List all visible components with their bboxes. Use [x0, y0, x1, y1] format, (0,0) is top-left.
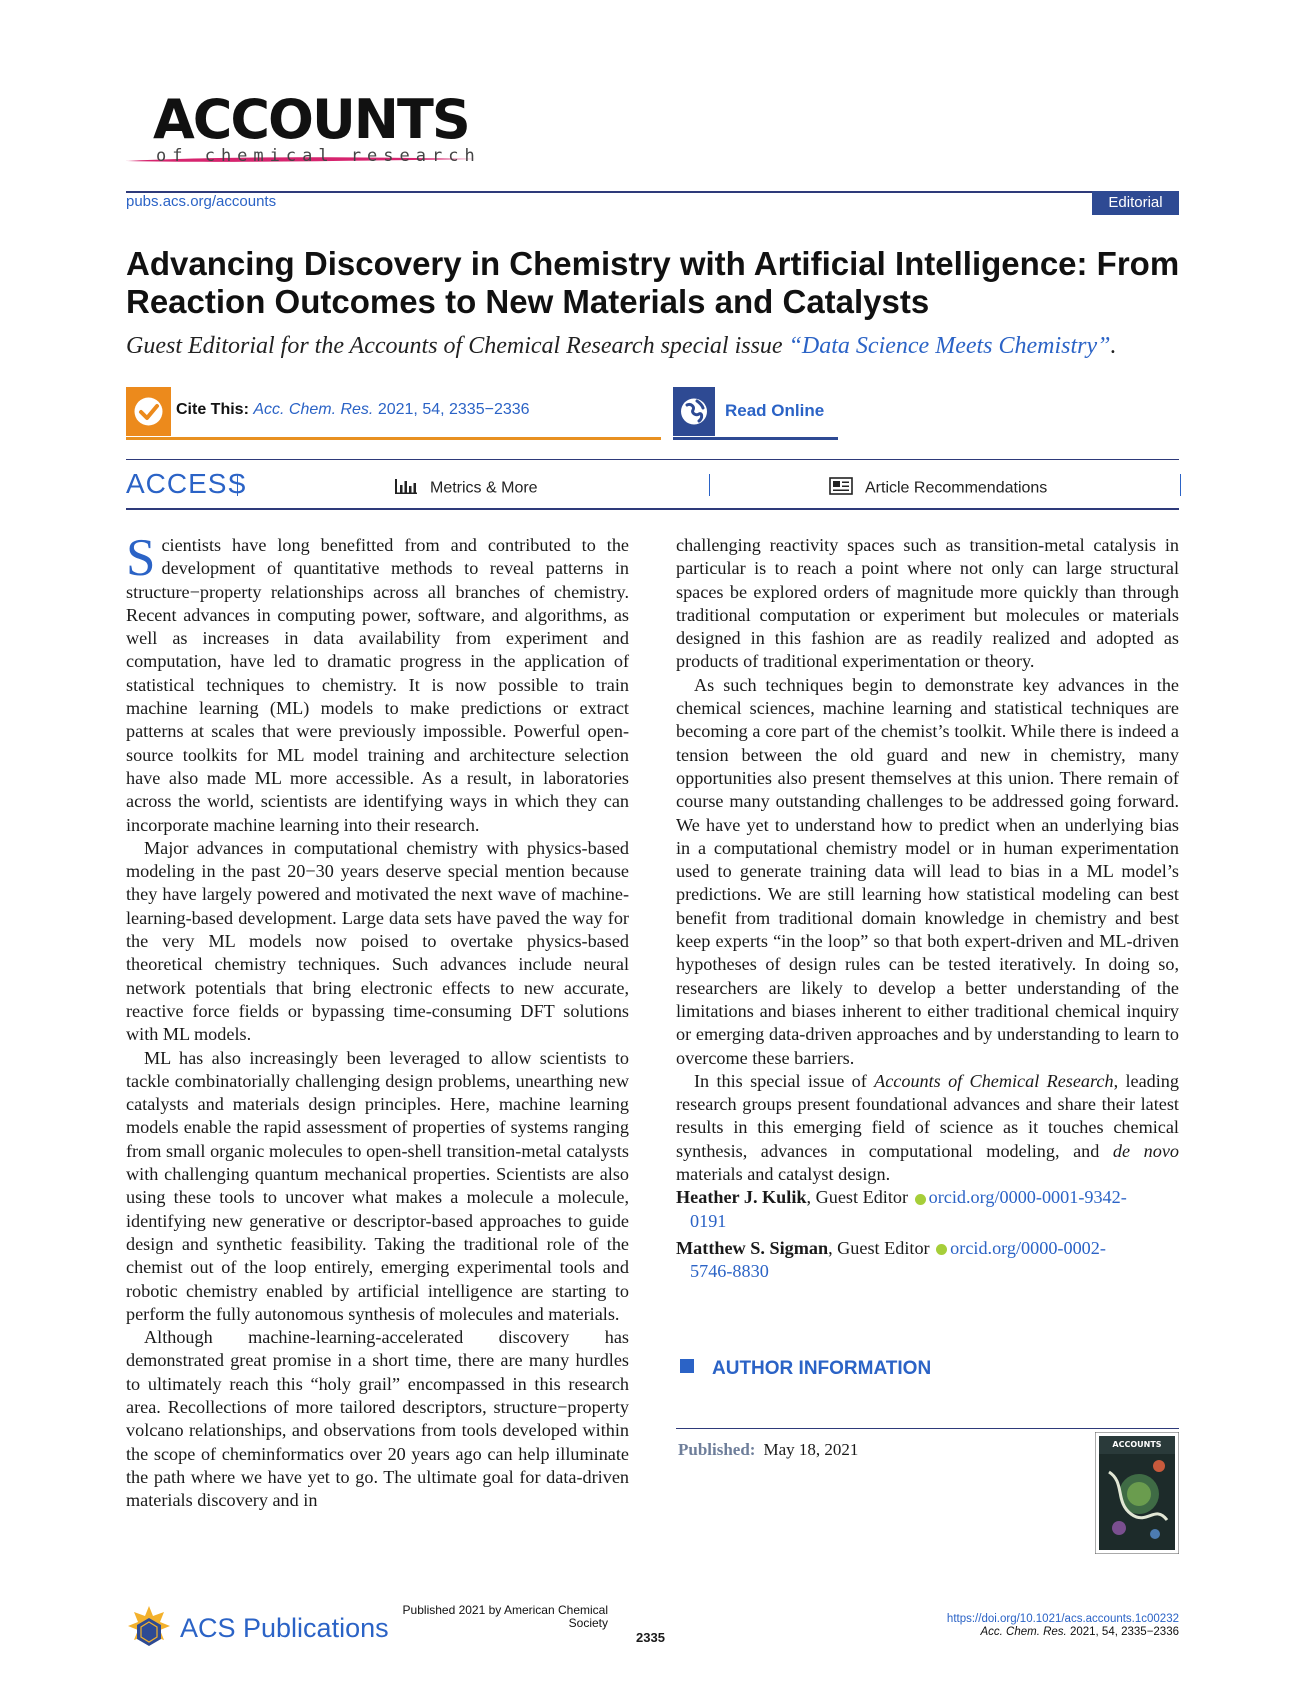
acs-hexagon-icon [126, 1604, 172, 1656]
author-information-heading[interactable] [680, 1358, 931, 1380]
paragraph-text: , leading research groups present foundational advances and share their latest results in this emerging field of science as it touches chemical synthesis, advances in computational modeling, and [676, 1070, 1179, 1161]
paragraph-text: In this special issue of [694, 1070, 875, 1091]
paragraph [126, 529, 629, 837]
doi-block [880, 1613, 1179, 1639]
author-name: Heather J. Kulik [676, 1187, 807, 1208]
section-badge: Editorial [1092, 191, 1179, 215]
de-novo-term: de novo [1112, 1140, 1179, 1161]
page-number: 2335 [636, 1630, 665, 1645]
orcid-link-continued[interactable]: 0191 [690, 1210, 727, 1231]
subtitle-text: Guest Editorial for the Accounts of Chemical Research special issue [126, 333, 789, 359]
access-divider [237, 474, 238, 496]
orcid-icon [936, 1244, 947, 1255]
paragraph [676, 1070, 1179, 1186]
published-rule [676, 1428, 1179, 1429]
acs-publications-logo[interactable] [126, 1604, 406, 1656]
paragraph-text: materials and catalyst design. [676, 1164, 891, 1185]
read-online-label: Read Online [725, 401, 825, 420]
published-label: Published: [678, 1440, 756, 1459]
access-divider [709, 474, 710, 496]
footer-journal: Acc. Chem. Res. [980, 1626, 1067, 1638]
newspaper-icon [829, 477, 853, 500]
publisher-notice [386, 1604, 608, 1630]
globe-icon [673, 387, 715, 436]
orcid-link-continued[interactable]: 5746-8830 [690, 1261, 769, 1282]
section-square-icon [680, 1359, 694, 1373]
special-issue-link[interactable]: “Data Science Meets Chemistry” [788, 333, 1111, 359]
cite-journal[interactable]: Acc. Chem. Res. [253, 401, 374, 418]
journal-name: Accounts of Chemical Research [874, 1070, 1114, 1091]
paragraph: challenging reactivity spaces such as transition-metal catalysis in particular is to reach a point where not only can large structural spaces be explored orders of magnitude more quickly than through traditional computation or experiment but molecules or materials designed in this fashion are as readily realized and adopted as products of traditional experimentation or theory. [676, 535, 1179, 672]
read-online-button[interactable] [673, 387, 838, 440]
published-date [678, 1440, 858, 1460]
guest-editor-entry [676, 1186, 1179, 1233]
published-value: May 18, 2021 [763, 1440, 859, 1459]
body-column-left [126, 529, 629, 1512]
guest-editor-entry [676, 1237, 1179, 1284]
author-name: Matthew S. Sigman [676, 1237, 829, 1258]
paragraph: As such techniques begin to demonstrate key advances in the chemical sciences, machine learning and statistical techniques are becoming a core part of the chemist’s toolkit. While there is indeed a tension between the old guard and new in chemistry, many opportunities also present themselves at this union. There remain of course many outstanding challenges to be addressed going forward. We have yet to understand how to predict when an underlying bias in a computational chemistry model or in human experimentation used to generate training data will lead to bias in a ML model’s predictions. We are still learning how statistical modeling can best benefit from traditional domain knowledge in chemistry and best keep experts “in the loop” so that both expert-driven and ML-driven hypotheses of design rules can be tested iteratively. In doing so, researchers are likely to develop a better understanding of the limitations and biases inherent to either traditional chemical inquiry or emerging data-driven approaches and by understanding to learn to overcome these barriers. [676, 674, 1179, 1068]
subtitle-end: . [1110, 333, 1117, 359]
journal-logo [126, 88, 481, 170]
publisher-line: Society [568, 1616, 608, 1630]
article-subtitle [126, 333, 1186, 360]
cover-title: ACCOUNTS [1112, 1440, 1162, 1449]
logo-subtitle: of chemical research [156, 146, 481, 166]
paragraph: ML has also increasingly been leveraged to allow scientists to tackle combinatorially challenging design problems, unearthing new catalysts and materials design principles. Here, machine learning models enable the rapid assessment of properties of systems ranging from small organic molecules to open-shell transition-metal catalysts with challenging quantum mechanical properties. Scientists are also using these tools to uncover what makes a molecule a molecule, identifying new generative or descriptor-based approaches to guide design and synthetic feasibility. Taking the traditional role of the chemist out of the loop entirely, emerging experimental tools and robotic chemistry enabled by artificial intelligence are starting to perform the fully autonomous synthesis of molecules and materials. [126, 1047, 629, 1324]
access-bar-bottom-rule [126, 508, 1179, 510]
access-divider [1180, 474, 1181, 496]
publisher-line: Published 2021 by American Chemical [402, 1603, 608, 1617]
logo-wordmark: ACCOUNTS [153, 88, 469, 151]
author-role: , Guest Editor [828, 1237, 930, 1258]
footer-reference: 2021, 54, 2335−2336 [1069, 1626, 1179, 1638]
author-information-label: AUTHOR INFORMATION [712, 1358, 932, 1379]
body-column-right [676, 534, 1179, 1284]
orcid-icon [915, 1194, 926, 1205]
access-label: ACCESS [126, 468, 248, 499]
recommendations-label: Article Recommendations [865, 479, 1048, 497]
citation-text [176, 401, 530, 419]
paragraph: Although machine-learning-accelerated discovery has demonstrated great promise in a short time, there are many hurdles to ultimately reach this “holy grail” encompassed in this research area. Recollections of more tailored descriptors, structure−property volcano relationships, and observations from tools developed within the scope of cheminformatics over 20 years ago can help illuminate the path where we have yet to go. The ultimate goal for data-driven materials discovery and in [126, 1327, 629, 1511]
checkmark-icon [126, 387, 171, 436]
article-title: Advancing Discovery in Chemistry with Artificial Intelligence: From Reaction Outcomes to New Materials and Catalysts [126, 245, 1180, 320]
article-recommendations-link[interactable] [829, 477, 1047, 500]
orcid-link[interactable]: orcid.org/0000-0002- [950, 1237, 1106, 1258]
acs-publications-label: ACS Publications [180, 1613, 389, 1643]
paragraph: Major advances in computational chemistry with physics-based modeling in the past 20−30 years deserve special mention because they have largely powered and motivated the next wave of machine-learning-based development. Large data sets have paved the way for the very ML models now poised to overtake physics-based theoretical chemistry techniques. Such advances include neural network potentials that bring electronic effects to new accurate, reactive force fields or bypassing time-consuming DFT solutions with ML models. [126, 837, 629, 1045]
cite-this-box[interactable] [126, 387, 661, 440]
access-bar-top-rule [126, 459, 1179, 460]
journal-url-link[interactable]: pubs.acs.org/accounts [126, 193, 277, 210]
header-rule [126, 191, 1179, 193]
orcid-link[interactable]: orcid.org/0000-0001-9342- [928, 1187, 1127, 1208]
journal-cover-thumbnail[interactable] [1095, 1432, 1179, 1554]
doi-link[interactable]: https://doi.org/10.1021/acs.accounts.1c00232 [946, 1613, 1179, 1625]
metrics-more-link[interactable] [394, 477, 538, 500]
bar-chart-icon [394, 477, 418, 500]
metrics-label: Metrics & More [430, 479, 538, 497]
cite-label: Cite This: [176, 401, 249, 418]
drop-cap: S [126, 529, 156, 587]
cite-reference[interactable]: 2021, 54, 2335−2336 [377, 401, 530, 418]
author-role: , Guest Editor [806, 1187, 909, 1208]
paragraph-text: cientists have long benefitted from and contributed to the development of quantitative methods to reveal patterns in structure−property relationships across all branches of chemistry. Recent advances in computing power, software, and algorithms, as well as increases in data availability from experiment and computation, have led to dramatic progress in the application of statistical techniques to chemistry. It is now possible to train machine learning (ML) models to make predictions or extract patterns at scales that were previously impossible. Powerful open-source toolkits for ML model training and architecture selection have also made ML more accessible. As a result, in laboratories across the world, scientists are identifying ways in which they can incorporate machine learning into their research. [126, 535, 629, 835]
